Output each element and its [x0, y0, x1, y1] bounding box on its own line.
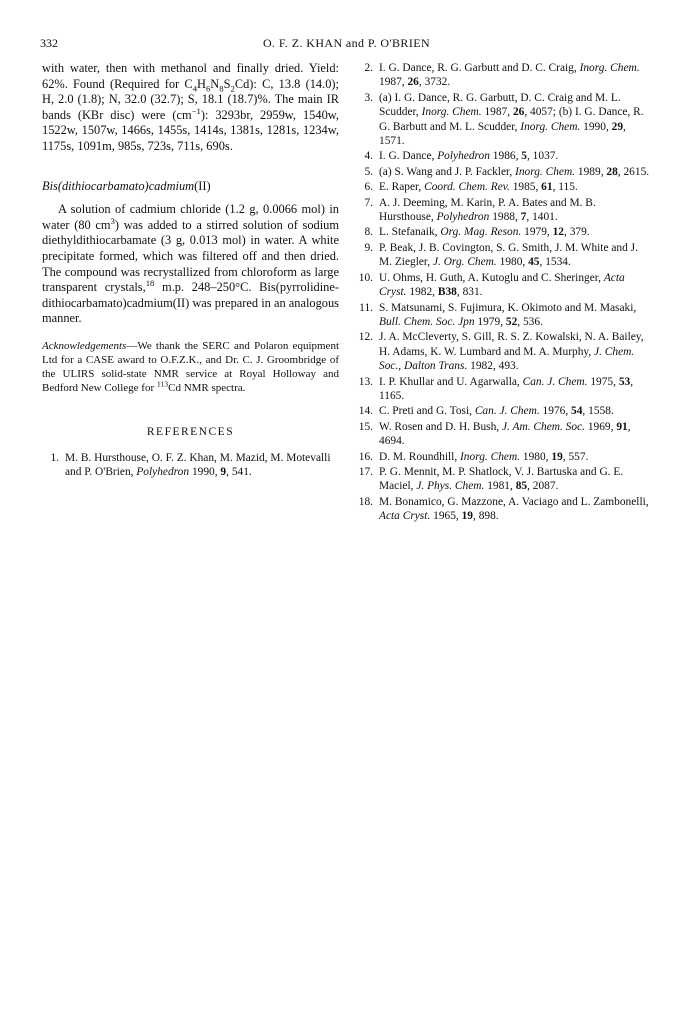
reference-item: 17. P. G. Mennit, M. P. Shatlock, V. J. Bartuska and G. E. Maciel, J. Phys. Chem. 1981, 85, 2087. — [358, 465, 624, 493]
references-heading: REFERENCES — [146, 425, 235, 438]
reference-item: 14. C. Preti and G. Tosi, Can. J. Chem. 1976, 54, 1558. — [358, 405, 614, 418]
reference-item: 2. I. G. Dance, R. G. Garbutt and D. C. Craig, Inorg. Chem. 1987, 26, 3732. — [364, 62, 640, 89]
reference-item: 18. M. Bonamico, G. Mazzone, A. Vaciago and L. Zambonelli, Acta Cryst. 1965, 19, 898. — [358, 495, 649, 523]
reference-item: 6. E. Raper, Coord. Chem. Rev. 1985, 61, 115. — [364, 181, 578, 194]
right-column — [357, 61, 653, 525]
reference-item: 5. (a) S. Wang and J. P. Fackler, Inorg. Chem. 1989, 28, 2615. — [364, 165, 650, 178]
synthesis-paragraph: A solution of cadmium chloride (1.2 g, 0.0066 mol) in water (80 $cm^3$) was added to a stirred solution of sodium diethyldithiocarbamate (3 g, 0.013 mol) in water. A white precipitate formed, which was filtered off and then dried. The compound was recrystallized from chloroform as large transparent crystals,$^{18}$ m.p. 248–250°C. Bis(pyrrolidine-dithiocarbamato)cadmium(II) was prepared in an analogous manner. — [42, 202, 340, 326]
section-heading: Bis(dithiocarbamato)cadmium(II) — [42, 178, 211, 193]
reference-item: 7. A. J. Deeming, M. Karin, P. A. Bates and M. B. Hursthouse, Polyhedron 1988, 7, 1401. — [364, 196, 596, 224]
citation-superscript: 18 — [145, 278, 155, 288]
chemical-formula: $C_4H_6N_8S_2Cd$ — [184, 76, 250, 94]
running-title: O. F. Z. KHAN and P. O'BRIEN — [262, 36, 431, 50]
reference-item: 11. S. Matsunami, S. Fujimura, K. Okimoto and M. Masaki, Bull. Chem. Soc. Jpn 1979, 52, 536. — [359, 301, 637, 328]
running-header — [40, 36, 653, 52]
reference-item: 9. P. Beak, J. B. Covington, S. G. Smith, J. M. White and J. M. Ziegler, J. Org. Chem. 1980, 45, 1534. — [364, 241, 638, 269]
experimental-paragraph: with water, then with methanol and finally dried. Yield: 62%. Found (Required for $C_4H_6N_8S_2Cd$): C, 13.8 (14.0); H, 2.0 (1.8); N, 32.0 (32.7); S, 18.1 (18.7)%. The main IR bands (KBr disc) were $(cm^{-1})$: 3293br, 2959w, 1540w, 1522w, 1507w, 1466s, 1455s, 1414s, 1381s, 1281s, 1234w, 1175s, 1091m, 985s, 723s, 711s, 690s. — [42, 61, 340, 153]
reference-item: 13. I. P. Khullar and U. Agarwalla, Can. J. Chem. 1975, 53, 1165. — [358, 375, 634, 402]
reference-item: 15. W. Rosen and D. H. Bush, J. Am. Chem. Soc. 1969, 91, 4694. — [358, 420, 631, 448]
page-number: 332 — [40, 36, 58, 50]
acknowledgements: Acknowledgements—We thank the SERC and Polaron equipment Ltd for a CASE award to O.F.Z.K., and Dr. C. J. Groombridge of the ULIRS solid-state NMR service at Royal Holloway and Bedford New College for $^{113}$Cd NMR spectra. — [42, 339, 339, 394]
reference-item: 4. I. G. Dance, Polyhedron 1986, 5, 1037. — [364, 150, 559, 163]
reference-item: 12. J. A. McCleverty, S. Gill, R. S. Z. Kowalski, N. A. Bailey, H. Adams, K. W. Lumbard and M. A. Murphy, J. Chem. Soc., Dalton Trans. 1982, 493. — [358, 331, 644, 373]
reference-item: 3. (a) I. G. Dance, R. G. Garbutt, D. C. Craig and M. L. Scudder, Inorg. Chem. 1987, 26, 4057; (b) I. G. Dance, R. G. Barbutt and M. L. Scudder, Inorg. Chem. 1990, 29, 1571. — [364, 91, 644, 148]
left-column — [42, 61, 339, 480]
reference-item: 10. U. Ohms, H. Guth, A. Kutoglu and C. Sheringer, Acta Cryst. 1982, B38, 831. — [358, 271, 625, 299]
reference-item: 8. L. Stefanaik, Org. Mag. Reson. 1979, 12, 379. — [364, 226, 590, 239]
reference-item: 16. D. M. Roundhill, Inorg. Chem. 1980, 19, 557. — [358, 450, 589, 463]
reference-item: 1. M. B. Hursthouse, O. F. Z. Khan, M. Mazid, M. Motevalli and P. O'Brien, Polyhedron 1990, 9, 541. — [50, 451, 331, 478]
